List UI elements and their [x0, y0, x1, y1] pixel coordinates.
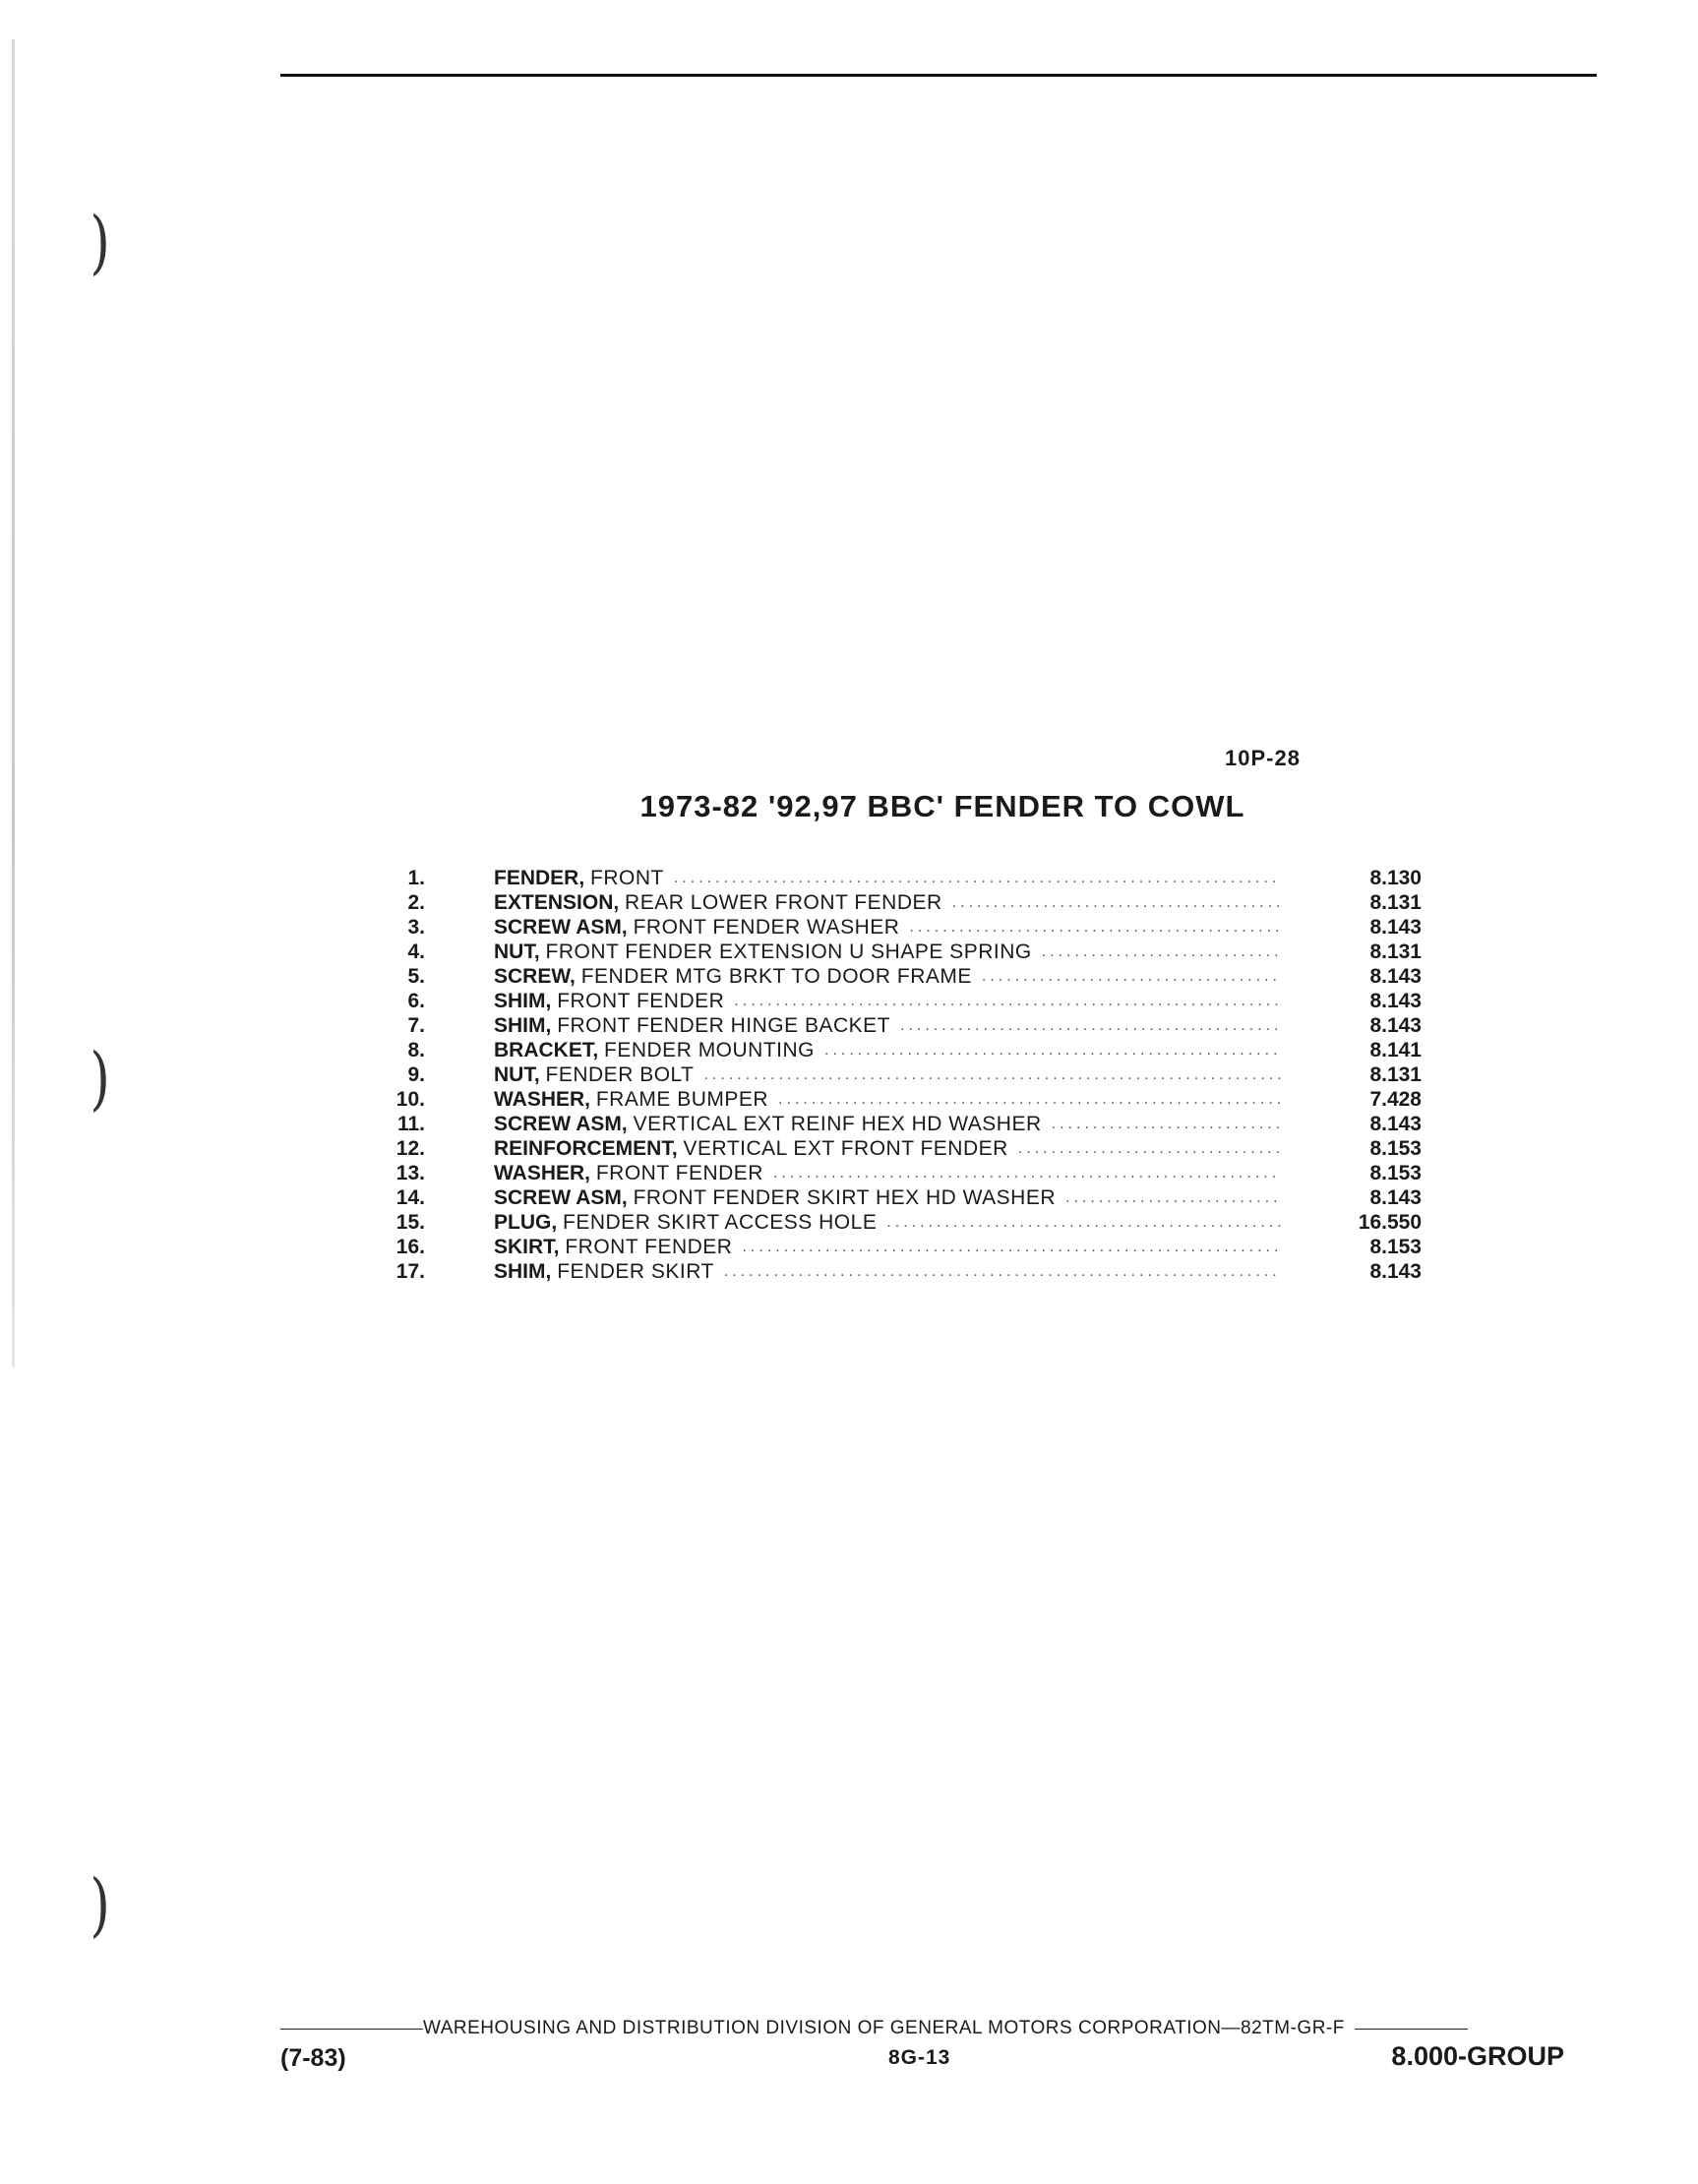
- part-description: [494, 1136, 1281, 1161]
- part-name: WASHER,: [494, 1088, 591, 1111]
- part-number: 3.: [407, 916, 425, 939]
- part-detail: FRONT FENDER HINGE BACKET: [557, 1014, 890, 1037]
- dot-leader: [734, 989, 1281, 1013]
- part-group-number: 8.131: [1369, 1063, 1422, 1086]
- part-number: 17.: [395, 1260, 425, 1283]
- part-detail: FRONT FENDER: [595, 1162, 763, 1184]
- part-name: REINFORCEMENT,: [494, 1137, 678, 1160]
- dot-leader: [674, 866, 1281, 890]
- part-detail: FENDER SKIRT: [557, 1260, 714, 1283]
- binding-edge: [12, 39, 15, 1367]
- part-number: 16.: [395, 1236, 425, 1258]
- dot-leader: [1042, 940, 1281, 964]
- part-group-number: 8.153: [1369, 1236, 1422, 1258]
- part-name: SKIRT,: [494, 1236, 560, 1258]
- part-name: FENDER,: [494, 867, 585, 889]
- dot-leader: [824, 1038, 1281, 1062]
- part-row: [374, 1062, 1436, 1087]
- dot-leader: [1065, 1185, 1281, 1210]
- part-number: 5.: [407, 965, 425, 988]
- part-name: SHIM,: [494, 990, 552, 1012]
- part-description: [494, 989, 1281, 1013]
- part-detail: FRONT FENDER SKIRT HEX HD WASHER: [633, 1186, 1057, 1209]
- dot-leader: [1052, 1112, 1281, 1136]
- parts-list: [374, 866, 1436, 1284]
- punch-hole-mark: ): [90, 1038, 110, 1119]
- page-code: 10P-28: [1225, 746, 1301, 770]
- part-group-number: 7.428: [1369, 1088, 1422, 1111]
- part-name: EXTENSION,: [494, 891, 620, 914]
- part-description: [494, 1038, 1281, 1062]
- part-name: NUT,: [494, 1063, 540, 1086]
- footer-section: 8.000-GROUP: [1391, 2041, 1564, 2071]
- part-group-number: 8.141: [1369, 1039, 1422, 1062]
- part-group-number: 8.143: [1369, 1113, 1422, 1135]
- part-detail: FRONT: [590, 867, 664, 889]
- part-row: [374, 1210, 1436, 1235]
- part-description: [494, 1112, 1281, 1136]
- part-row: [374, 890, 1436, 915]
- part-group-number: 8.143: [1369, 1014, 1422, 1037]
- part-name: SHIM,: [494, 1014, 552, 1037]
- part-detail: VERTICAL EXT REINF HEX HD WASHER: [633, 1113, 1042, 1135]
- part-detail: VERTICAL EXT FRONT FENDER: [683, 1137, 1008, 1160]
- part-number: 10.: [395, 1088, 425, 1111]
- part-group-number: 8.143: [1369, 1260, 1422, 1283]
- part-number: 15.: [395, 1211, 425, 1234]
- part-name: BRACKET,: [494, 1039, 599, 1062]
- dot-leader: [1018, 1136, 1281, 1161]
- part-row: [374, 1235, 1436, 1259]
- part-number: 6.: [407, 990, 425, 1012]
- dot-leader: [773, 1161, 1281, 1185]
- part-row: [374, 1087, 1436, 1112]
- dot-leader: [900, 1013, 1281, 1038]
- part-number: 2.: [407, 891, 425, 914]
- part-number: 8.: [407, 1039, 425, 1062]
- part-row: [374, 1259, 1436, 1284]
- footer-page-number: 8G-13: [888, 2046, 951, 2069]
- top-rule: [280, 74, 1597, 77]
- part-name: SCREW ASM,: [494, 1186, 628, 1209]
- part-description: [494, 915, 1281, 940]
- part-number: 4.: [407, 940, 425, 963]
- part-description: [494, 940, 1281, 964]
- part-description: [494, 866, 1281, 890]
- part-description: [494, 964, 1281, 989]
- part-name: SHIM,: [494, 1260, 552, 1283]
- part-detail: FRONT FENDER: [557, 990, 725, 1012]
- dot-leader: [742, 1235, 1281, 1259]
- part-description: [494, 1259, 1281, 1284]
- part-row: [374, 1013, 1436, 1038]
- footer-date: (7-83): [280, 2044, 346, 2072]
- part-row: [374, 989, 1436, 1013]
- part-group-number: 8.153: [1369, 1137, 1422, 1160]
- part-description: [494, 1161, 1281, 1185]
- part-detail: FRONT FENDER EXTENSION U SHAPE SPRING: [545, 940, 1032, 963]
- footer-rule-left: [280, 2029, 423, 2030]
- dot-leader: [982, 964, 1281, 989]
- footer-publisher: WAREHOUSING AND DISTRIBUTION DIVISION OF GENERAL MOTORS CORPORATION—82TM-GR-F: [423, 2018, 1345, 2038]
- part-group-number: 16.550: [1358, 1211, 1422, 1234]
- part-number: 13.: [395, 1162, 425, 1184]
- part-number: 12.: [395, 1137, 425, 1160]
- dot-leader: [703, 1062, 1281, 1087]
- part-number: 14.: [395, 1186, 425, 1209]
- part-row: [374, 940, 1436, 964]
- part-row: [374, 866, 1436, 890]
- part-row: [374, 1185, 1436, 1210]
- part-description: [494, 1235, 1281, 1259]
- part-group-number: 8.131: [1369, 940, 1422, 963]
- part-name: SCREW ASM,: [494, 1113, 628, 1135]
- part-detail: REAR LOWER FRONT FENDER: [625, 891, 942, 914]
- part-name: NUT,: [494, 940, 540, 963]
- part-detail: FENDER BOLT: [545, 1063, 695, 1086]
- part-name: SCREW ASM,: [494, 916, 628, 939]
- footer-rule-right: [1355, 2029, 1468, 2030]
- part-detail: FENDER MTG BRKT TO DOOR FRAME: [580, 965, 972, 988]
- dot-leader: [778, 1087, 1281, 1112]
- part-row: [374, 1136, 1436, 1161]
- part-description: [494, 1210, 1281, 1235]
- part-row: [374, 964, 1436, 989]
- page-title: 1973-82 '92,97 BBC' FENDER TO COWL: [639, 789, 1245, 823]
- dot-leader: [886, 1210, 1281, 1235]
- part-group-number: 8.143: [1369, 990, 1422, 1012]
- dot-leader: [724, 1259, 1281, 1284]
- part-row: [374, 915, 1436, 940]
- part-description: [494, 1013, 1281, 1038]
- part-row: [374, 1112, 1436, 1136]
- part-name: SCREW,: [494, 965, 576, 988]
- part-row: [374, 1038, 1436, 1062]
- punch-hole-mark: ): [90, 1864, 110, 1945]
- part-detail: FRONT FENDER: [565, 1236, 733, 1258]
- part-description: [494, 890, 1281, 915]
- part-group-number: 8.130: [1369, 867, 1422, 889]
- dot-leader: [909, 915, 1281, 940]
- part-description: [494, 1185, 1281, 1210]
- part-detail: FRONT FENDER WASHER: [633, 916, 900, 939]
- part-group-number: 8.143: [1369, 1186, 1422, 1209]
- part-number: 9.: [407, 1063, 425, 1086]
- part-group-number: 8.143: [1369, 965, 1422, 988]
- part-detail: FRAME BUMPER: [595, 1088, 769, 1111]
- part-description: [494, 1087, 1281, 1112]
- part-row: [374, 1161, 1436, 1185]
- part-group-number: 8.153: [1369, 1162, 1422, 1184]
- part-name: PLUG,: [494, 1211, 558, 1234]
- part-group-number: 8.131: [1369, 891, 1422, 914]
- footer-publisher-line: [280, 2017, 1549, 2040]
- part-detail: FENDER MOUNTING: [604, 1039, 816, 1062]
- part-detail: FENDER SKIRT ACCESS HOLE: [563, 1211, 878, 1234]
- part-group-number: 8.143: [1369, 916, 1422, 939]
- dot-leader: [952, 890, 1281, 915]
- part-description: [494, 1062, 1281, 1087]
- punch-hole-mark: ): [90, 202, 110, 282]
- part-name: WASHER,: [494, 1162, 591, 1184]
- part-number: 7.: [407, 1014, 425, 1037]
- part-number: 1.: [407, 867, 425, 889]
- part-number: 11.: [396, 1113, 425, 1135]
